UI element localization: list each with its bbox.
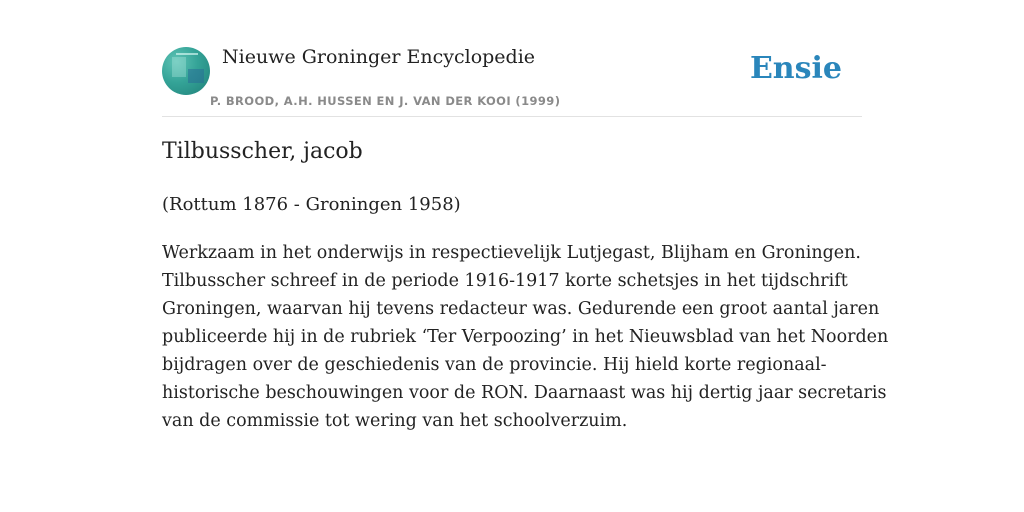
body-line: historische beschouwingen voor de RON. Daarnaast was hij dertig jaar secretaris (162, 383, 887, 403)
body-line: Werkzaam in het onderwijs in respectievelijk Lutjegast, Blijham en Groningen. (162, 243, 861, 263)
article-body (162, 239, 889, 435)
header (162, 44, 862, 117)
book-authors: P. BROOD, A.H. HUSSEN EN J. VAN DER KOOI (1999) (210, 94, 561, 108)
ensie-logo[interactable]: Ensie (749, 51, 842, 86)
body-line: Groningen, waarvan hij tevens redacteur was. Gedurende een groot aantal jaren (162, 299, 880, 319)
body-line: publiceerde hij in de rubriek ‘Ter Verpoozing’ in het Nieuwsblad van het Noorden (162, 327, 889, 347)
encyclopedia-cover-icon[interactable] (162, 47, 210, 95)
body-line: bijdragen over de geschiedenis van de provincie. Hij hield korte regionaal- (162, 355, 827, 375)
book-title[interactable]: Nieuwe Groninger Encyclopedie (222, 46, 536, 68)
body-line: Tilbusscher schreef in de periode 1916-1917 korte schetsjes in het tijdschrift (162, 271, 848, 291)
article-title: Tilbusscher, jacob (162, 139, 363, 164)
body-line: van de commissie tot wering van het schoolverzuim. (162, 411, 628, 431)
article-dates: (Rottum 1876 - Groningen 1958) (162, 194, 461, 215)
